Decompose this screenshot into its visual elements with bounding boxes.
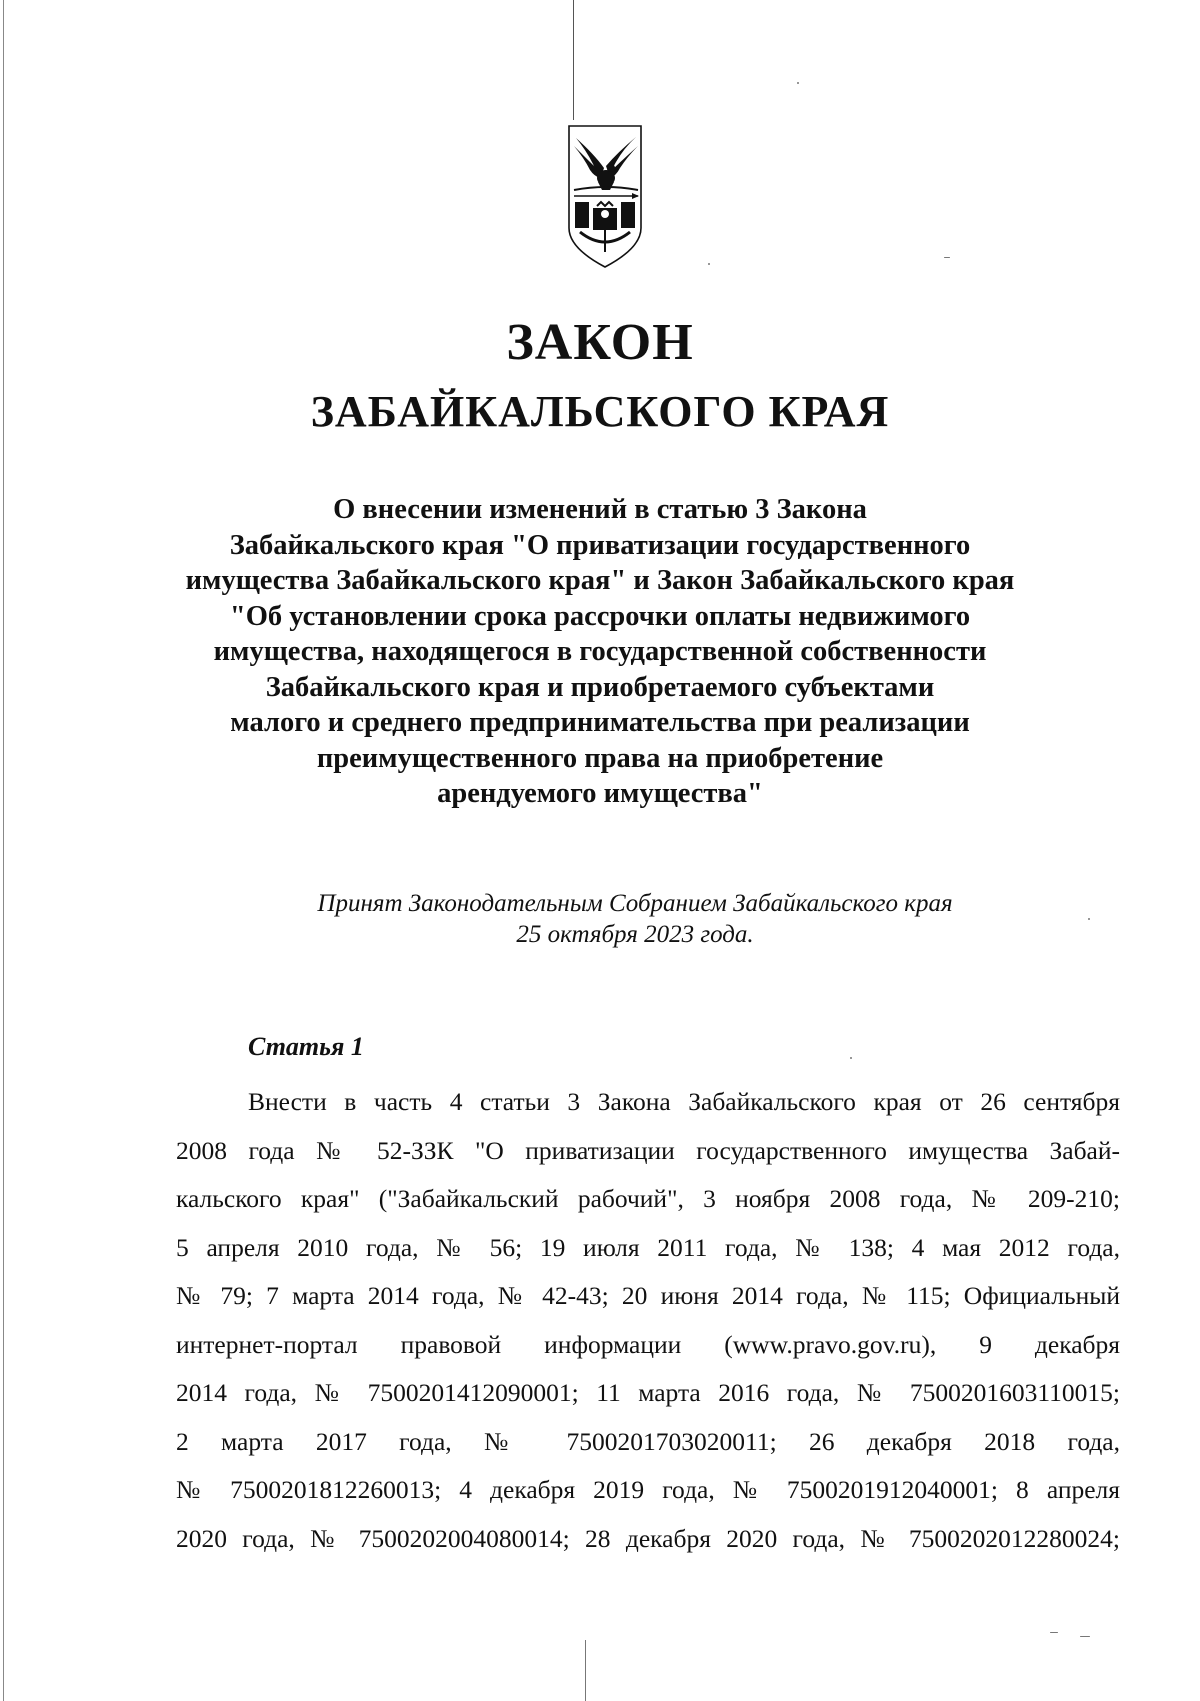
article-heading: Статья 1 <box>248 1032 364 1061</box>
coat-of-arms-emblem <box>566 124 644 270</box>
article-body-line: 2014 года, № 7500201412090001; 11 марта 2016 года, № 7500201603110015; <box>176 1378 1120 1407</box>
article-body <box>176 1078 1120 1563</box>
law-subject-line: имущества Забайкальского края" и Закон Забайкальского края <box>185 565 1015 596</box>
law-subject-line: преимущественного права на приобретение <box>316 742 884 774</box>
article-body-line: 2020 года, № 7500202004080014; 28 декабря 2020 года, № 7500202012280024; <box>176 1523 1120 1553</box>
adoption-date: 25 октября 2023 года. <box>516 921 754 948</box>
article-body-line: интернет-портал правовой информации (www.pravo.gov.ru), 9 декабря <box>176 1329 1120 1359</box>
article-body-line: 2008 года № 52-ЗЗК "О приватизации государственного имущества Забай- <box>176 1135 1120 1165</box>
scan-speck <box>1050 1632 1058 1633</box>
article-body-line: Внести в часть 4 статьи 3 Закона Забайкальского края от 26 сентября <box>248 1087 1120 1116</box>
law-subject <box>140 492 1060 812</box>
scan-speck <box>1088 918 1090 920</box>
article-body-line: 2 марта 2017 года, № 7500201703020011; 26 декабря 2018 года, <box>176 1426 1120 1456</box>
law-subject-line: имущества, находящегося в государственной собственности <box>213 636 987 667</box>
scan-speck <box>797 82 799 84</box>
scan-speck <box>944 257 950 258</box>
article-body-line: 5 апреля 2010 года, № 56; 19 июля 2011 года, № 138; 4 мая 2012 года, <box>176 1232 1120 1262</box>
law-subject-line: Забайкальского края и приобретаемого субъектами <box>265 671 935 703</box>
scan-speck <box>1080 1636 1090 1637</box>
law-subject-line: арендуемого имущества" <box>437 778 763 809</box>
scan-edge-line <box>3 0 4 1701</box>
article-body-line: кальского края" ("Забайкальский рабочий", 3 ноября 2008 года, № 209-210; <box>176 1184 1120 1213</box>
law-title: ЗАКОН <box>506 314 694 371</box>
article-body-line: № 79; 7 марта 2014 года, № 42-43; 20 июня 2014 года, № 115; Официальный <box>176 1281 1120 1310</box>
law-subject-line: "Об установлении срока рассрочки оплаты недвижимого <box>229 600 971 632</box>
scan-fold-line-bottom <box>585 1640 586 1701</box>
adoption-note-line: Принят Законодательным Собранием Забайкальского края <box>317 890 953 917</box>
scan-fold-line-top <box>573 0 574 120</box>
law-region-title: ЗАБАЙКАЛЬСКОГО КРАЯ <box>310 387 890 436</box>
scan-speck <box>708 263 710 265</box>
law-subject-line: О внесении изменений в статью 3 Закона <box>333 494 867 525</box>
adoption-note <box>200 888 1070 950</box>
law-subject-line: малого и среднего предпринимательства при реализации <box>230 707 970 738</box>
law-subject-line: Забайкальского края "О приватизации государственного <box>229 529 971 561</box>
article-body-line: № 7500201812260013; 4 декабря 2019 года, № 7500201912040001; 8 апреля <box>176 1475 1120 1504</box>
scan-speck <box>850 1057 852 1059</box>
